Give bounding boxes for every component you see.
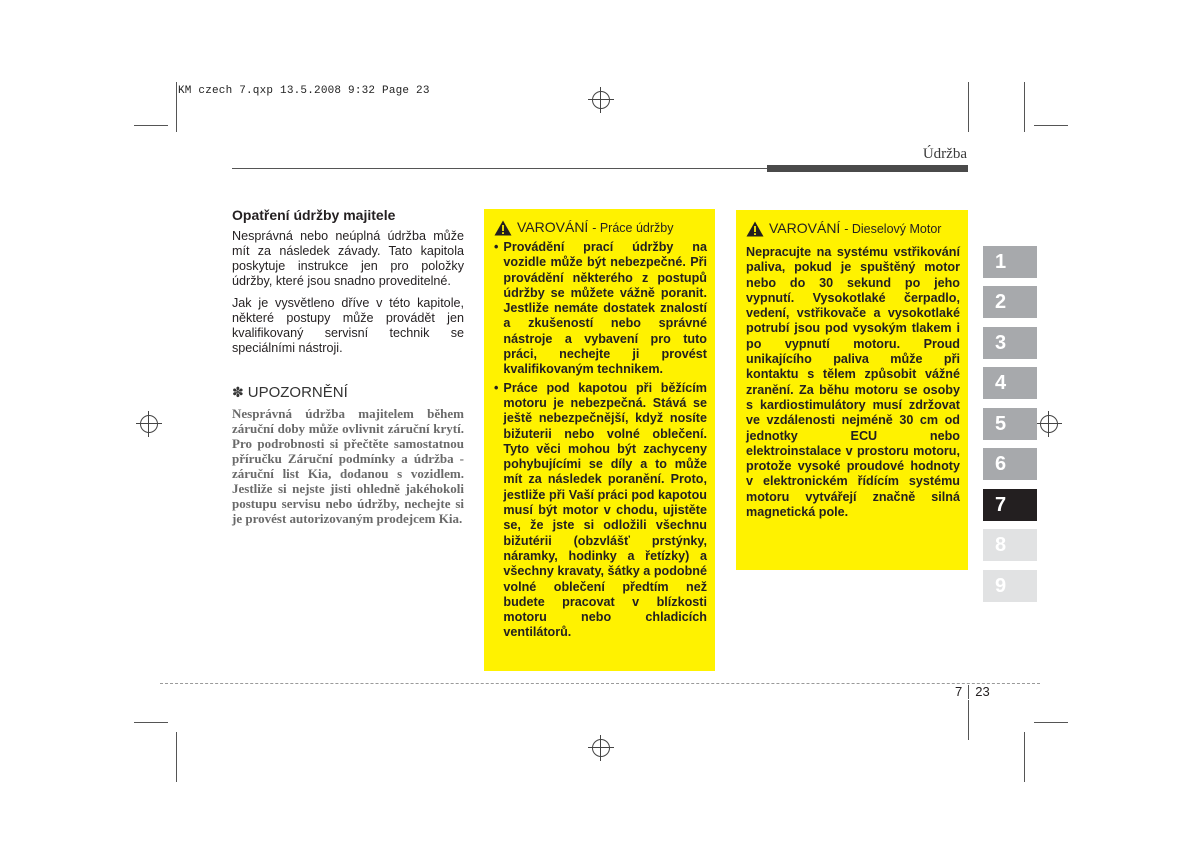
warning-header bbox=[736, 210, 968, 237]
header-rule bbox=[232, 168, 767, 169]
registration-mark-icon bbox=[1036, 411, 1062, 437]
crop-mark bbox=[968, 700, 969, 740]
warning-bullet bbox=[494, 240, 707, 378]
chapter-tab-4[interactable]: 4 bbox=[983, 367, 1037, 399]
notice-body: Nesprávná údržba majitelem během záruční doby může ovlivnit záruční krytí. Pro podrobnosti si přečtěte samostatnou příručku Záruční podmínky a údržba - záruční list Kia, dodanou s vozidlem. Jestliže si nejste jisti ohledně jakéhokoli postupu servisu nebo údržby, nechejte si je provést autorizovaným prodejcem Kia. bbox=[232, 406, 464, 526]
registration-mark-icon bbox=[588, 87, 614, 113]
chapter-tab-3[interactable]: 3 bbox=[983, 327, 1037, 359]
warning-title-main: VAROVÁNÍ bbox=[769, 220, 841, 236]
chapter-tab-1[interactable]: 1 bbox=[983, 246, 1037, 278]
crop-mark bbox=[968, 82, 969, 132]
print-header: KM czech 7.qxp 13.5.2008 9:32 Page 23 bbox=[178, 85, 430, 97]
chapter-tab-7[interactable]: 7 bbox=[983, 489, 1037, 521]
warning-bullet bbox=[494, 381, 707, 641]
owner-maintenance-column bbox=[232, 207, 464, 526]
page-number-chapter: 7 bbox=[955, 684, 963, 699]
owner-maintenance-heading: Opatření údržby majitele bbox=[232, 207, 396, 223]
page-number-separator bbox=[968, 685, 969, 699]
warning-title bbox=[769, 220, 941, 237]
notice-heading bbox=[232, 384, 464, 401]
owner-maintenance-paragraph: Nesprávná nebo neúplná údržba může mít za následek závady. Tato kapitola poskytuje instrukce jen pro položky údržby, které jsou snadno proveditelné. bbox=[232, 229, 464, 288]
bullet-dot: • bbox=[494, 380, 499, 395]
warning-title-sub: - Dieselový Motor bbox=[844, 222, 942, 236]
warning-body: Nepracujte na systému vstřikování paliva, pokud je spuštěný motor nebo do 30 sekund po jeho vypnutí. Vysokotlaké čerpadlo, vedení, vstřikovače a vysokotlaké potrubí jsou pod vysokým tlakem i po vypnutí motoru. Proud unikajícího paliva může při kontaktu s tělem způsobit vážné zranění. Za běhu motoru se osoby s kardiostimulátory musí zdržovat ve vzdálenosti nejméně 30 cm od jednotky ECU nebo elektroinstalace v prostoru motoru, protože vysoké proudové hodnoty v elektronickém řídícím systému motoru vytvářejí značně silná magnetická pole. bbox=[746, 245, 960, 520]
crop-mark bbox=[1024, 82, 1025, 132]
warning-title-main: VAROVÁNÍ bbox=[517, 219, 589, 235]
footer-divider bbox=[160, 683, 1040, 684]
notice-star-icon: ✽ bbox=[232, 384, 244, 400]
registration-mark-icon bbox=[136, 411, 162, 437]
page-number-page: 23 bbox=[975, 684, 990, 699]
crop-mark bbox=[1034, 125, 1068, 126]
warning-header bbox=[484, 209, 715, 236]
warning-box-maintenance bbox=[484, 209, 715, 671]
page-number bbox=[955, 684, 990, 699]
crop-mark bbox=[1024, 732, 1025, 782]
chapter-tab-5[interactable]: 5 bbox=[983, 408, 1037, 440]
crop-mark bbox=[1034, 722, 1068, 723]
warning-triangle-icon bbox=[746, 221, 764, 237]
warning-title-sub: - Práce údržby bbox=[592, 221, 674, 235]
notice-title: UPOZORNĚNÍ bbox=[247, 384, 348, 401]
registration-mark-icon bbox=[588, 735, 614, 761]
crop-mark bbox=[134, 722, 168, 723]
crop-mark bbox=[176, 732, 177, 782]
crop-mark bbox=[134, 125, 168, 126]
warning-body bbox=[484, 240, 715, 641]
chapter-tab-6[interactable]: 6 bbox=[983, 448, 1037, 480]
bullet-dot: • bbox=[494, 240, 499, 254]
chapter-tab-8[interactable]: 8 bbox=[983, 529, 1037, 561]
chapter-tab-9[interactable]: 9 bbox=[983, 570, 1037, 602]
warning-title bbox=[517, 219, 673, 236]
warning-bullet-text: Práce pod kapotou při běžícím motoru je nebezpečná. Stává se ještě nebezpečnější, když nosíte bižuterii nebo volné oblečení. Tyto věci mohou být zachyceny pohybujícími se díly a to může mít za následek poranění. Proto, jestliže při Vaší práci pod kapotou musí být motor v chodu, ujistěte se, že jste si odložili všechnu bižutérii (obzvlášť prstýnky, náramky, hodinky a řetízky) a všechny kravaty, šátky a podobné volné oblečení předtím než budete pracovat v blízkosti motoru nebo chladicích ventilátorů. bbox=[503, 380, 707, 640]
warning-box-diesel bbox=[736, 210, 968, 570]
warning-bullet-text: Provádění prací údržby na vozidle může být nebezpečné. Při provádění některého z postupů údržby se můžete vážně poranit. Jestliže nemáte dostatek znalostí a zkušeností nebo správné nástroje a vybavení pro tuto práci, nechejte ji provést kvalifikovaným technikem. bbox=[503, 240, 707, 377]
crop-mark bbox=[176, 82, 177, 132]
section-title: Údržba bbox=[922, 146, 967, 162]
header-rule-thick bbox=[767, 165, 968, 172]
chapter-tab-2[interactable]: 2 bbox=[983, 286, 1037, 318]
warning-triangle-icon bbox=[494, 220, 512, 236]
owner-maintenance-paragraph: Jak je vysvětleno dříve v této kapitole, některé postupy může provádět jen kvalifikovaný servisní technik se speciálními nástroji. bbox=[232, 296, 464, 355]
